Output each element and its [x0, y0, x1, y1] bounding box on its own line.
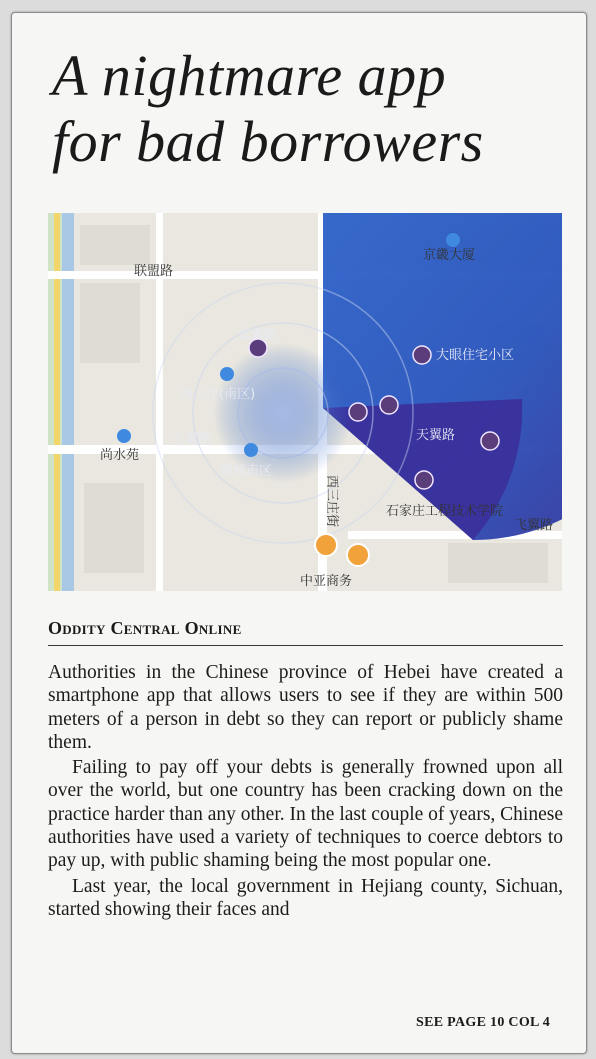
- debtor-radar-map: [48, 213, 562, 591]
- label-feiyi-road: 飞翼路: [514, 518, 554, 533]
- label-xisanzhuang-south: 西三庄(南区): [180, 387, 256, 402]
- headline-line-1: A nightmare app: [52, 43, 447, 108]
- radar-center-glow: [213, 343, 353, 483]
- label-lanman-road: 蓝翼路: [238, 328, 278, 343]
- label-residential-area: 大眼住宅小区: [436, 348, 515, 363]
- label-tianyi-road-right: 天翼路: [416, 428, 456, 443]
- paragraph-3: Last year, the local government in Hejiang county, Sichuan, started showing their faces and: [48, 875, 563, 920]
- newspaper-clipping: [11, 12, 587, 1054]
- headline: [52, 43, 562, 175]
- label-jingwei-building: 京畿大厦: [423, 248, 476, 263]
- label-lianmeng-road: 联盟路: [134, 264, 174, 279]
- continuation-line: SEE PAGE 10 COL 4: [416, 1015, 550, 1030]
- byline: Oddity Central Online: [48, 618, 242, 638]
- label-shijiazhuang-tech: 石家庄工程技术学院: [386, 504, 504, 519]
- yellow-road: [54, 213, 60, 591]
- byline-rule: [48, 645, 563, 646]
- label-tianyi-road-left: 天翼路: [172, 432, 212, 447]
- article-body: [48, 661, 563, 921]
- paragraph-1: Authorities in the Chinese province of Hebei have created a smartphone app that allows users to see if they are within 500 meters of a person in debt so they can report or publicly shame them.: [48, 662, 563, 753]
- canal-strip: [62, 213, 74, 591]
- label-xisanzhuang-street: 西三庄街: [324, 475, 339, 528]
- label-zhongya-business: 中亚商务: [300, 574, 353, 589]
- label-mancheng-south: 慢城南区: [220, 464, 273, 479]
- headline-line-2: for bad borrowers: [52, 109, 484, 174]
- paragraph-2: Failing to pay off your debts is generally frowned upon all over the world, but one country has been cracking down on the practice harder than any other. In the last couple of years, Chinese authorities have used a variety of techniques to coerce debtors to pay up, with public shaming being the most popular one.: [48, 757, 563, 872]
- label-shangshuiyuan: 尚水苑: [100, 448, 140, 463]
